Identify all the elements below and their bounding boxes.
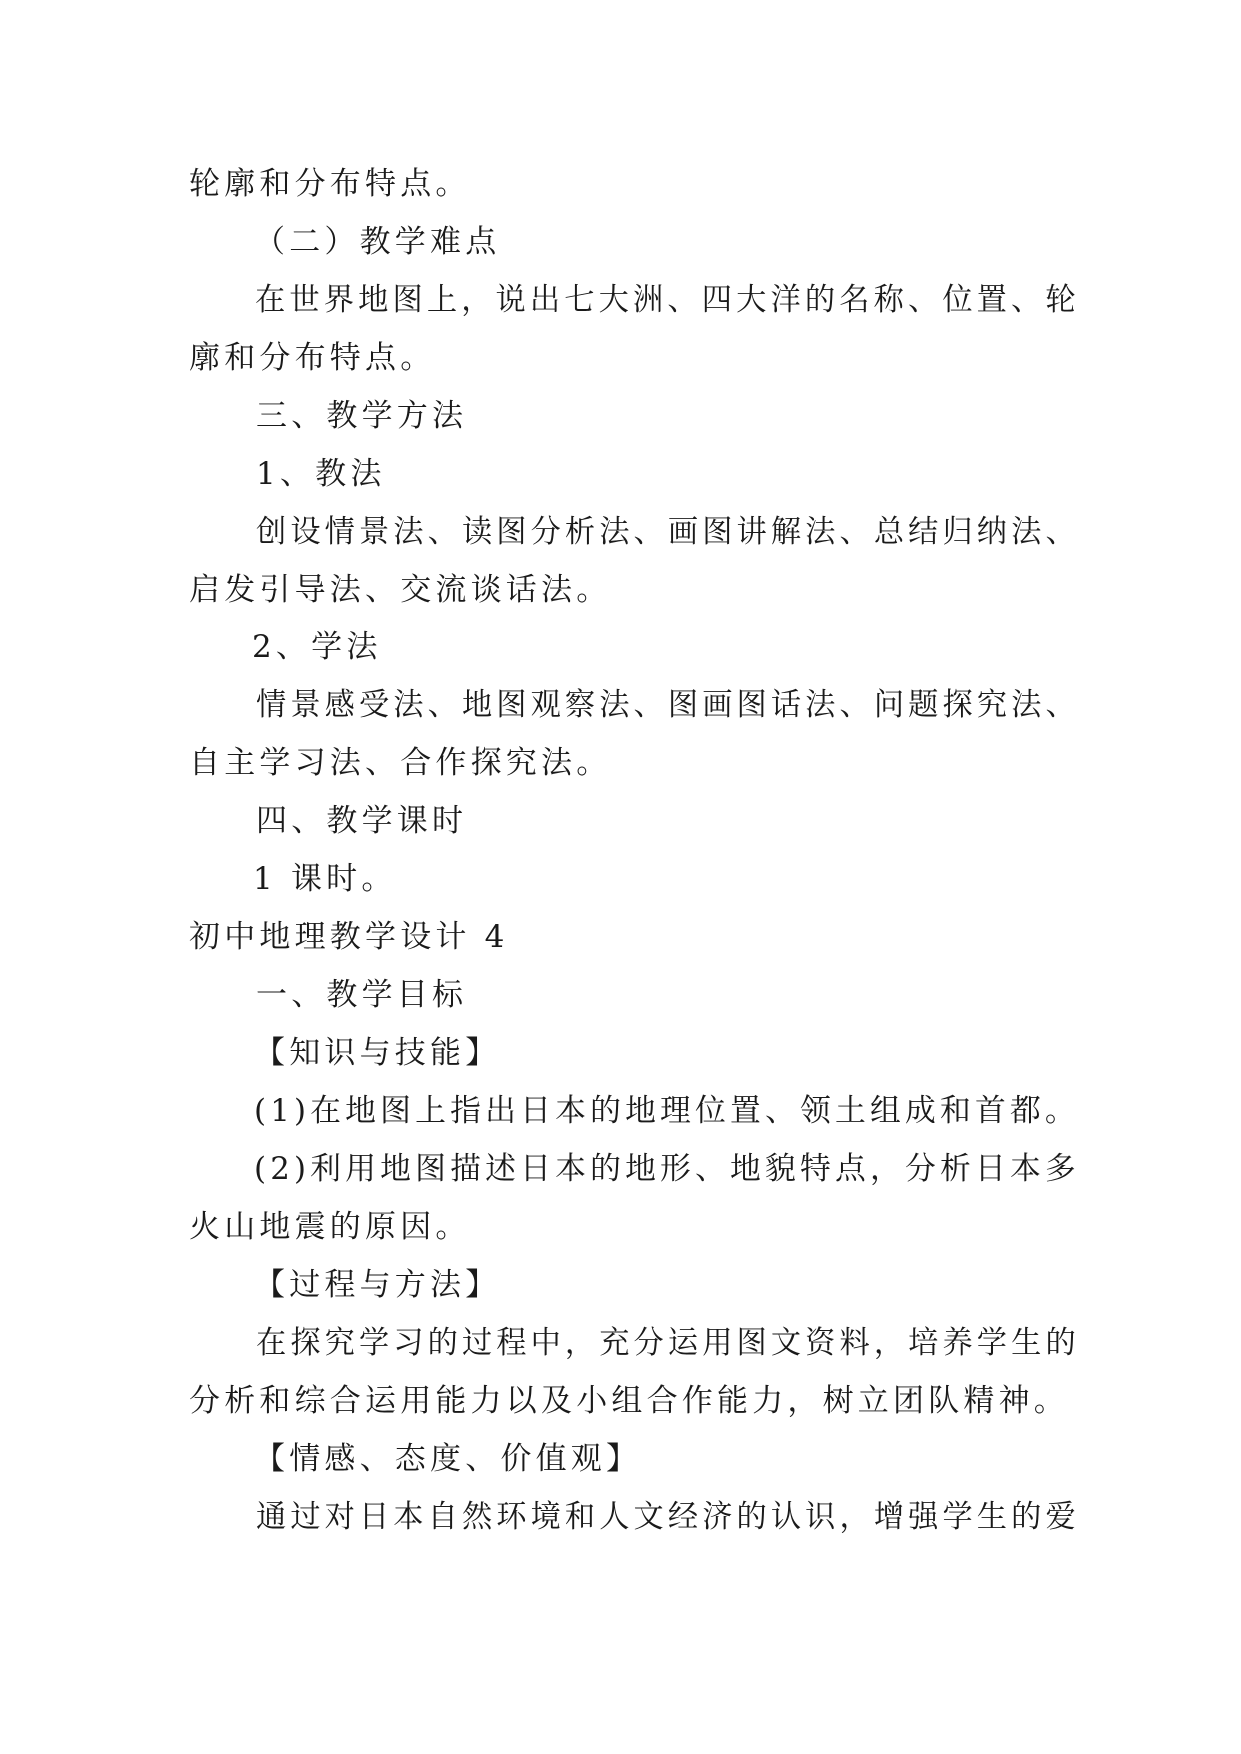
subsection-heading: 【情感、态度、价值观】 [254, 1441, 642, 1477]
section-heading: 四、教学课时 [256, 803, 468, 839]
document-title: 初中地理教学设计 4 [189, 919, 509, 955]
text-line: 火山地震的原因。 [189, 1209, 471, 1245]
text-line: 创设情景法、读图分析法、画图讲解法、总结归纳法、 [256, 514, 1080, 550]
subsection-heading: 1、教法 [256, 456, 386, 492]
section-heading: 三、教学方法 [256, 398, 468, 434]
subsection-heading: 【知识与技能】 [254, 1035, 501, 1071]
text-line: 在世界地图上，说出七大洲、四大洋的名称、位置、轮 [255, 282, 1080, 318]
subsection-heading: 2、学法 [252, 629, 382, 665]
text-line: 廓和分布特点。 [189, 340, 436, 376]
text-line: 轮廓和分布特点。 [189, 166, 471, 202]
text-line: (1)在地图上指出日本的地理位置、领土组成和首都。 [254, 1093, 1080, 1129]
subsection-heading: 【过程与方法】 [254, 1267, 501, 1303]
text-line: 分析和综合运用能力以及小组合作能力，树立团队精神。 [189, 1383, 1069, 1419]
section-heading: （二）教学难点 [254, 224, 501, 260]
text-line: (2)利用地图描述日本的地形、地貌特点，分析日本多 [254, 1151, 1080, 1187]
text-line: 自主学习法、合作探究法。 [189, 745, 612, 781]
text-line: 情景感受法、地图观察法、图画图话法、问题探究法、 [256, 687, 1080, 723]
section-heading: 一、教学目标 [256, 977, 468, 1013]
text-line: 通过对日本自然环境和人文经济的认识，增强学生的爱 [256, 1499, 1080, 1535]
text-line: 1 课时。 [253, 861, 397, 897]
text-line: 启发引导法、交流谈话法。 [189, 572, 612, 608]
text-line: 在探究学习的过程中，充分运用图文资料，培养学生的 [256, 1325, 1080, 1361]
